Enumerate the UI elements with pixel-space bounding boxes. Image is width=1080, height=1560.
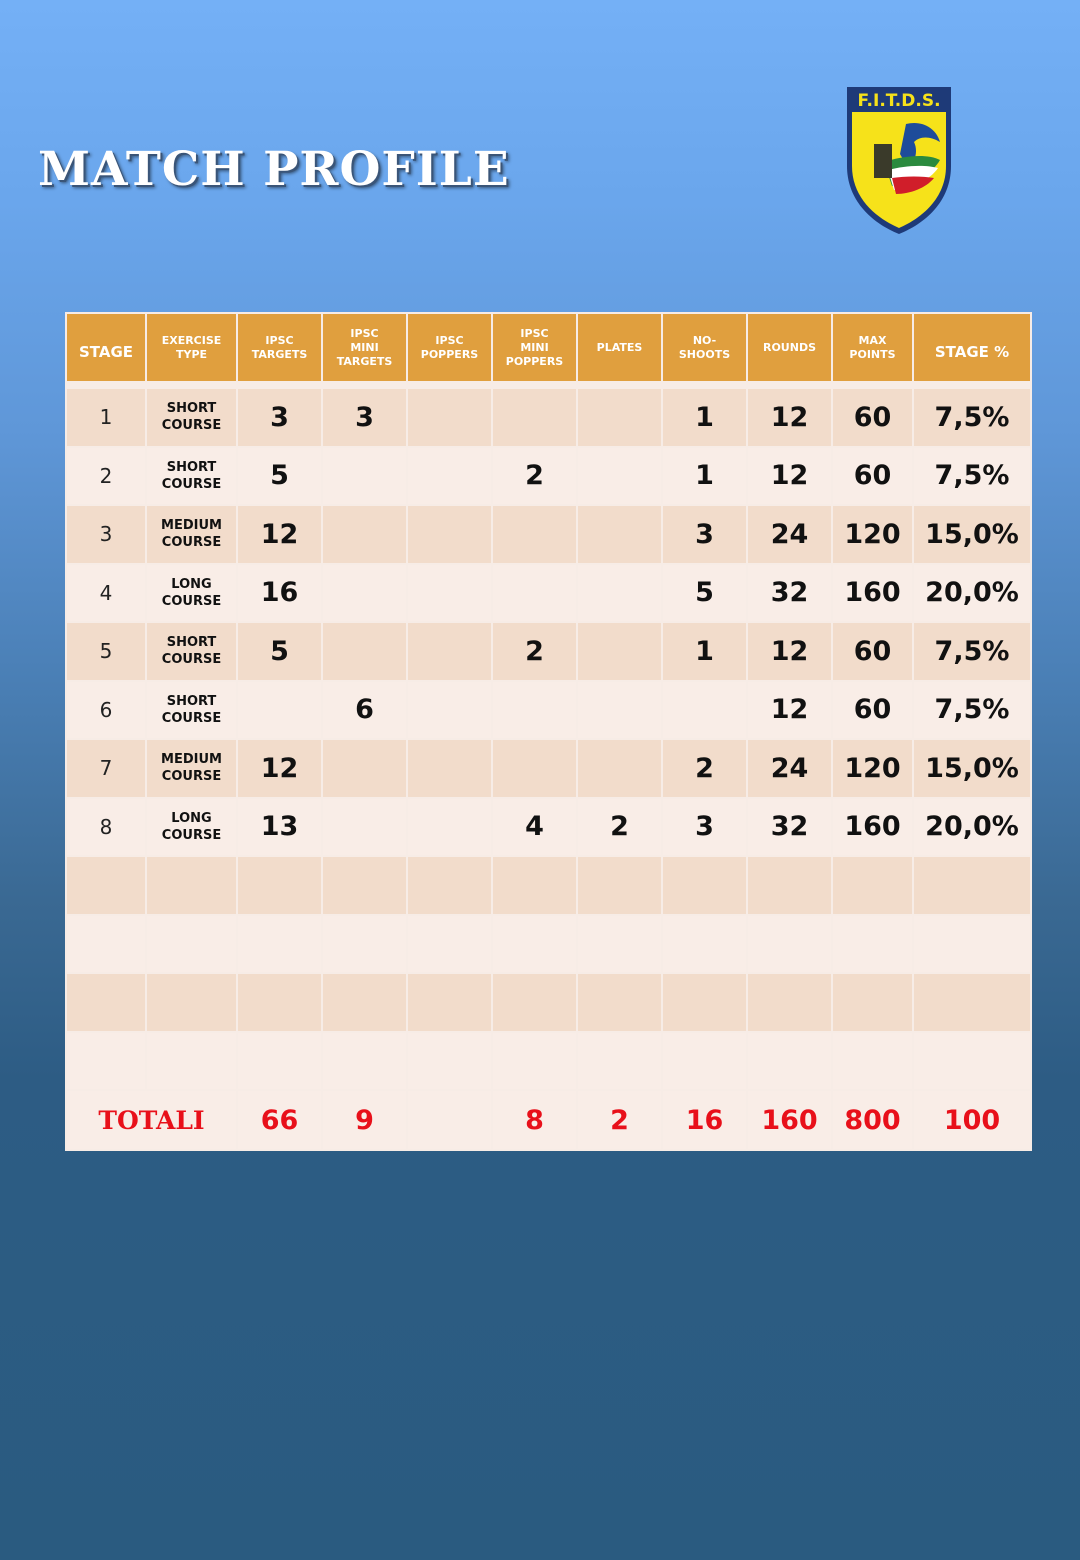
cell-no-shoots: 1 [662,447,747,506]
cell-ipsc-mini-poppers: 2 [492,622,577,681]
header-stage: STAGE [66,313,146,382]
cell-ipsc-mini-poppers [492,388,577,447]
cell-ipsc-mini-poppers [492,973,577,1032]
cell-ipsc-mini-poppers: 2 [492,447,577,506]
cell-no-shoots: 3 [662,505,747,564]
header-stage-percent: STAGE % [913,313,1031,382]
cell-ipsc-targets [237,856,322,915]
cell-ipsc-mini-poppers [492,681,577,740]
cell-ipsc-mini-targets [322,973,407,1032]
totals-label: TOTALI [66,1090,237,1150]
cell-stage-percent: 7,5% [913,447,1031,506]
cell-ipsc-mini-poppers [492,564,577,623]
table-row [66,447,1031,506]
cell-stage: 4 [66,564,146,623]
cell-ipsc-poppers [407,739,492,798]
cell-ipsc-mini-poppers [492,505,577,564]
total-ipsc-mini-targets: 9 [322,1090,407,1150]
table-row [66,915,1031,974]
cell-ipsc-targets: 3 [237,388,322,447]
cell-no-shoots: 5 [662,564,747,623]
cell-stage-percent: 20,0% [913,564,1031,623]
header-rounds: ROUNDS [747,313,832,382]
cell-exercise-type [146,856,237,915]
cell-rounds [747,915,832,974]
cell-no-shoots [662,915,747,974]
cell-exercise-type [146,915,237,974]
cell-no-shoots [662,856,747,915]
cell-exercise-type: MEDIUM COURSE [146,739,237,798]
cell-exercise-type: LONG COURSE [146,798,237,857]
header-exercise-type: EXERCISE TYPE [146,313,237,382]
cell-exercise-type [146,973,237,1032]
cell-ipsc-mini-targets [322,622,407,681]
total-no-shoots: 16 [662,1090,747,1150]
cell-plates [577,564,662,623]
cell-ipsc-mini-targets: 3 [322,388,407,447]
cell-stage-percent [913,915,1031,974]
cell-stage: 3 [66,505,146,564]
table-row [66,388,1031,447]
cell-stage-percent [913,856,1031,915]
cell-stage: 5 [66,622,146,681]
total-ipsc-targets: 66 [237,1090,322,1150]
header-row [66,313,1031,382]
cell-stage-percent: 7,5% [913,388,1031,447]
total-ipsc-poppers [407,1090,492,1150]
cell-no-shoots [662,1032,747,1091]
cell-plates [577,681,662,740]
cell-rounds: 12 [747,681,832,740]
cell-stage-percent: 15,0% [913,505,1031,564]
cell-stage [66,915,146,974]
cell-ipsc-targets [237,1032,322,1091]
cell-max-points [832,973,913,1032]
cell-ipsc-poppers [407,388,492,447]
cell-ipsc-mini-targets [322,505,407,564]
cell-ipsc-mini-poppers [492,915,577,974]
cell-rounds [747,856,832,915]
cell-ipsc-poppers [407,856,492,915]
cell-max-points: 120 [832,505,913,564]
cell-ipsc-mini-targets [322,798,407,857]
cell-ipsc-targets [237,681,322,740]
cell-max-points: 160 [832,564,913,623]
table-row [66,739,1031,798]
header-no-shoots: NO- SHOOTS [662,313,747,382]
total-stage-percent: 100 [913,1090,1031,1150]
cell-ipsc-poppers [407,973,492,1032]
cell-ipsc-targets: 12 [237,505,322,564]
cell-stage-percent: 15,0% [913,739,1031,798]
cell-ipsc-poppers [407,798,492,857]
cell-stage: 8 [66,798,146,857]
table-row [66,505,1031,564]
cell-ipsc-poppers [407,622,492,681]
cell-plates [577,739,662,798]
cell-ipsc-mini-poppers [492,739,577,798]
cell-ipsc-targets: 5 [237,622,322,681]
table-row [66,973,1031,1032]
cell-ipsc-mini-targets [322,856,407,915]
cell-exercise-type: SHORT COURSE [146,681,237,740]
table-row [66,681,1031,740]
cell-stage: 7 [66,739,146,798]
cell-no-shoots: 2 [662,739,747,798]
cell-plates [577,915,662,974]
cell-rounds [747,1032,832,1091]
cell-exercise-type: SHORT COURSE [146,388,237,447]
cell-no-shoots [662,681,747,740]
header-ipsc-mini-targets: IPSC MINI TARGETS [322,313,407,382]
cell-ipsc-mini-targets [322,447,407,506]
table-row [66,622,1031,681]
cell-stage: 1 [66,388,146,447]
cell-max-points: 60 [832,388,913,447]
cell-stage-percent: 7,5% [913,622,1031,681]
header-ipsc-poppers: IPSC POPPERS [407,313,492,382]
cell-max-points [832,856,913,915]
header-max-points: MAX POINTS [832,313,913,382]
cell-rounds [747,973,832,1032]
cell-plates [577,388,662,447]
totals-row [66,1090,1031,1150]
total-plates: 2 [577,1090,662,1150]
cell-stage [66,1032,146,1091]
cell-plates [577,622,662,681]
total-ipsc-mini-poppers: 8 [492,1090,577,1150]
cell-no-shoots [662,973,747,1032]
cell-ipsc-targets: 12 [237,739,322,798]
cell-ipsc-targets: 16 [237,564,322,623]
cell-no-shoots: 1 [662,388,747,447]
cell-plates [577,973,662,1032]
header-ipsc-targets: IPSC TARGETS [237,313,322,382]
cell-ipsc-targets: 5 [237,447,322,506]
cell-exercise-type: MEDIUM COURSE [146,505,237,564]
cell-rounds: 32 [747,564,832,623]
cell-ipsc-poppers [407,447,492,506]
table-row [66,856,1031,915]
cell-rounds: 24 [747,505,832,564]
table-row [66,798,1031,857]
cell-ipsc-mini-poppers: 4 [492,798,577,857]
cell-ipsc-mini-targets [322,1032,407,1091]
cell-rounds: 24 [747,739,832,798]
cell-ipsc-targets [237,973,322,1032]
cell-max-points: 120 [832,739,913,798]
cell-plates: 2 [577,798,662,857]
cell-ipsc-mini-targets [322,915,407,974]
cell-ipsc-mini-targets [322,739,407,798]
header-ipsc-mini-poppers: IPSC MINI POPPERS [492,313,577,382]
cell-stage: 6 [66,681,146,740]
total-rounds: 160 [747,1090,832,1150]
cell-ipsc-mini-targets: 6 [322,681,407,740]
cell-ipsc-poppers [407,681,492,740]
cell-exercise-type: SHORT COURSE [146,622,237,681]
cell-ipsc-poppers [407,1032,492,1091]
cell-max-points [832,915,913,974]
cell-rounds: 12 [747,447,832,506]
cell-stage-percent: 7,5% [913,681,1031,740]
cell-exercise-type: LONG COURSE [146,564,237,623]
table-row [66,1032,1031,1091]
cell-max-points: 160 [832,798,913,857]
cell-max-points [832,1032,913,1091]
match-profile-table [65,312,1032,1151]
total-max-points: 800 [832,1090,913,1150]
cell-stage [66,973,146,1032]
cell-max-points: 60 [832,681,913,740]
cell-plates [577,505,662,564]
cell-stage-percent [913,973,1031,1032]
cell-rounds: 12 [747,622,832,681]
logo-text: F.I.T.D.S. [857,91,941,111]
cell-ipsc-targets: 13 [237,798,322,857]
cell-rounds: 32 [747,798,832,857]
page-title: MATCH PROFILE [38,142,510,197]
cell-ipsc-poppers [407,564,492,623]
header-plates: PLATES [577,313,662,382]
cell-no-shoots: 3 [662,798,747,857]
cell-ipsc-mini-poppers [492,1032,577,1091]
cell-no-shoots: 1 [662,622,747,681]
cell-max-points: 60 [832,622,913,681]
cell-exercise-type [146,1032,237,1091]
fitds-shield-logo [844,84,954,236]
cell-max-points: 60 [832,447,913,506]
cell-exercise-type: SHORT COURSE [146,447,237,506]
table-row [66,564,1031,623]
cell-ipsc-targets [237,915,322,974]
cell-plates [577,447,662,506]
cell-ipsc-mini-poppers [492,856,577,915]
cell-ipsc-poppers [407,505,492,564]
cell-plates [577,1032,662,1091]
cell-stage: 2 [66,447,146,506]
cell-rounds: 12 [747,388,832,447]
cell-stage-percent [913,1032,1031,1091]
cell-ipsc-poppers [407,915,492,974]
cell-plates [577,856,662,915]
cell-stage [66,856,146,915]
cell-stage-percent: 20,0% [913,798,1031,857]
cell-ipsc-mini-targets [322,564,407,623]
